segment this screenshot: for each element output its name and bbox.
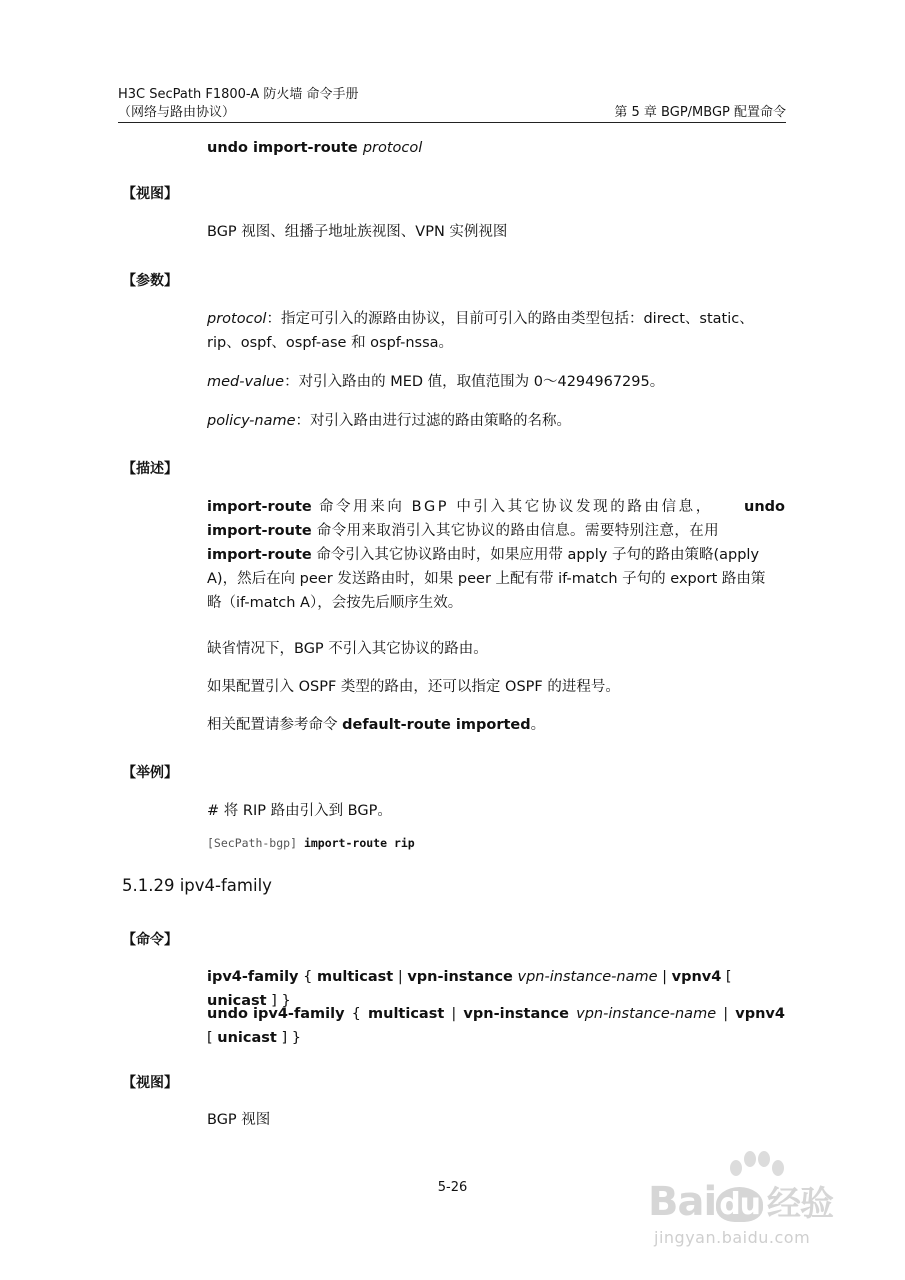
keyword: vpnv4	[671, 969, 722, 985]
desc-line	[207, 519, 785, 543]
example-heading: 【举例】	[122, 765, 178, 781]
desc-paragraph-2: 缺省情况下，BGP 不引入其它协议的路由。	[207, 641, 488, 657]
keyword: import-route	[207, 523, 312, 539]
syntax: |	[657, 969, 672, 985]
syntax: |	[451, 1006, 457, 1022]
example-comment: # 将 RIP 路由引入到 BGP。	[207, 803, 392, 819]
desc-paragraph-3: 如果配置引入 OSPF 类型的路由，还可以指定 OSPF 的进程号。	[207, 679, 620, 695]
param-desc: ：对引入路由进行过滤的路由策略的名称。	[295, 413, 572, 429]
watermark-brand: Bai	[648, 1179, 717, 1225]
undo-ipv4-family-command	[207, 1002, 785, 1050]
param-desc-cont: rip、ospf、ospf-ase 和 ospf-nssa。	[207, 335, 454, 351]
desc-line: 略（if-match A），会按先后顺序生效。	[207, 595, 463, 611]
syntax: ] }	[276, 1030, 301, 1046]
desc-line: A)，然后在向 peer 发送路由时，如果 peer 上配有带 if-match 子句的 export 路由策	[207, 571, 766, 587]
keyword: default-route imported	[342, 717, 531, 733]
keyword: ipv4-family	[207, 969, 299, 985]
view-heading: 【视图】	[122, 1075, 178, 1091]
example-code	[207, 836, 415, 850]
keyword: import-route	[207, 547, 312, 563]
command-argument: protocol	[362, 140, 423, 156]
code-prompt: [SecPath-bgp]	[207, 836, 304, 850]
param-name: policy-name	[207, 413, 296, 429]
page-number: 5-26	[437, 1180, 468, 1195]
undo-import-route-command	[207, 136, 785, 160]
text: 命令引入其它协议路由时，如果应用带 apply 子句的路由策略(apply	[311, 547, 760, 563]
syntax: |	[393, 969, 408, 985]
keyword: vpn-instance	[463, 1006, 569, 1022]
syntax: ] }	[266, 993, 291, 1009]
syntax: [	[207, 1030, 218, 1046]
view-heading: 【视图】	[122, 186, 178, 202]
header-title-line1: H3C SecPath F1800-A 防火墙 命令手册	[118, 87, 359, 102]
desc-line	[207, 543, 785, 567]
param-med-value	[207, 370, 785, 394]
watermark-brand-paw: du	[716, 1187, 763, 1222]
param-name: med-value	[207, 374, 285, 390]
desc-paragraph-4	[207, 713, 785, 737]
command-keyword: undo import-route	[207, 140, 363, 156]
argument: vpn-instance-name	[512, 969, 658, 985]
param-desc: ：指定可引入的源路由协议，目前可引入的路由类型包括：direct、static、	[266, 311, 754, 327]
baidu-jingyan-watermark	[640, 1150, 860, 1260]
view-text: BGP 视图、组播子地址族视图、VPN 实例视图	[207, 224, 508, 240]
desc-paragraph-1	[207, 495, 785, 615]
header-title-line2: （网络与路由协议）	[118, 105, 236, 120]
keyword: undo ipv4-family	[207, 1006, 345, 1022]
view-text: BGP 视图	[207, 1112, 271, 1128]
params-heading: 【参数】	[122, 273, 178, 289]
keyword: import-route	[207, 499, 312, 515]
watermark-logo	[648, 1176, 833, 1225]
syntax: [	[721, 969, 732, 985]
keyword: unicast	[207, 993, 267, 1009]
section-title: 5.1.29 ipv4-family	[122, 876, 272, 895]
param-desc: ：对引入路由的 MED 值，取值范围为 0～4294967295。	[284, 374, 665, 390]
argument: vpn-instance-name	[576, 1006, 717, 1022]
text: 命令用来取消引入其它协议的路由信息。需要特别注意，在用	[311, 523, 720, 539]
header-rule	[118, 122, 786, 123]
keyword: multicast	[316, 969, 394, 985]
keyword: unicast	[217, 1030, 277, 1046]
command-line	[207, 1026, 785, 1050]
keyword: vpnv4	[735, 1006, 785, 1022]
syntax: |	[723, 1006, 729, 1022]
text: 相关配置请参考命令	[207, 717, 343, 733]
text: 。	[530, 717, 546, 733]
watermark-cn: 经验	[767, 1184, 834, 1224]
keyword: multicast	[368, 1006, 445, 1022]
header-chapter: 第 5 章 BGP/MBGP 配置命令	[614, 105, 786, 120]
param-policy-name	[207, 409, 785, 433]
syntax: {	[298, 969, 317, 985]
text: 命令用来向 BGP 中引入其它协议发现的路由信息，	[311, 499, 713, 515]
param-protocol	[207, 307, 785, 355]
param-name: protocol	[207, 311, 267, 327]
command-heading: 【命令】	[122, 932, 178, 948]
code-command: import-route rip	[303, 836, 415, 850]
keyword: undo	[744, 499, 785, 515]
command-line	[207, 1002, 785, 1026]
desc-heading: 【描述】	[122, 461, 178, 477]
watermark-url: jingyan.baidu.com	[654, 1228, 811, 1247]
syntax: {	[351, 1006, 361, 1022]
keyword: vpn-instance	[407, 969, 513, 985]
desc-line	[207, 495, 785, 519]
